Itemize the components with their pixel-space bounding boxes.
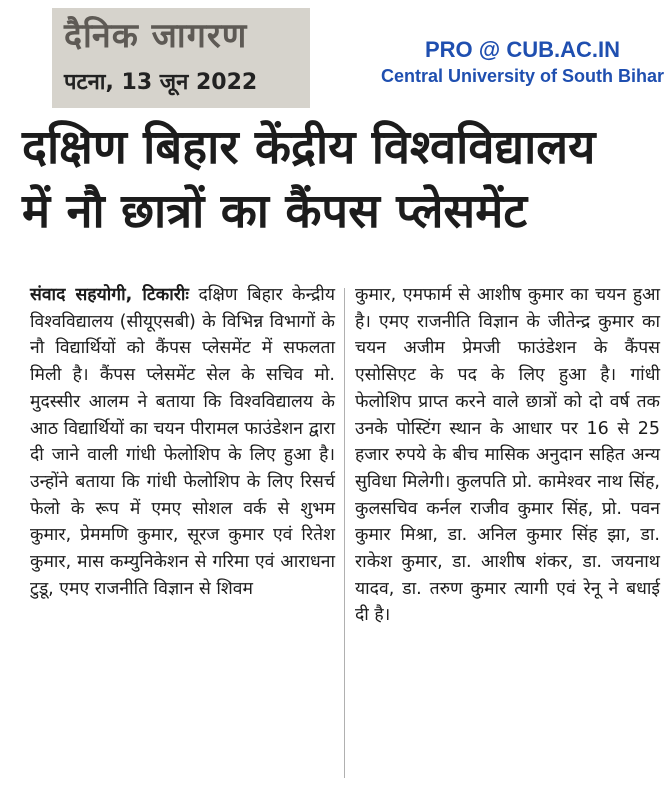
headline-line-2: में नौ छात्रों का कैंपस प्लेसमेंट [22,184,528,239]
headline-line-1: दक्षिण बिहार केंद्रीय विश्वविद्यालय [22,120,596,175]
byline: संवाद सहयोगी, टिकारीः [30,285,189,305]
credit-line-2: Central University of South Bihar [380,66,664,86]
newspaper-masthead [52,8,310,108]
newspaper-logo: दैनिक जागरण [64,16,248,56]
source-credit [381,36,664,88]
dateline: पटना, 13 जून 2022 [64,70,258,95]
credit-line-1: PRO @ CUB.AC.IN [424,37,620,62]
column-2-text: कुमार, एमफार्म से आशीष कुमार का चयन हुआ है। एमए राजनीति विज्ञान के जीतेन्द्र कुमार का चयन अजीम प्रेमजी फाउंडेशन के कैंपस एसोसिएट के पद के लिए हुआ है। गांधी फेलोशिप प्राप्त करने वाले छात्रों को दो वर्ष तक उनके पोस्टिंग स्थान के आधार पर 16 से 25 हजार रुपये के बीच मासिक अनुदान सहित अन्य सुविधा मिलेगी। कुलपति प्रो. कामेश्वर नाथ सिंह, कुलसचिव कर्नल राजीव कुमार सिंह, प्रो. पवन कुमार मिश्रा, डा. अनिल कुमार सिंह झा, डा. राकेश कुमार, डा. आशीष शंकर, डा. जयनाथ यादव, डा. तरुण कुमार त्यागी एवं रेनू ने बधाई दी है। [355,285,660,626]
article-column-1 [30,282,335,602]
column-divider [344,288,345,778]
column-1-text: दक्षिण बिहार केन्द्रीय विश्वविद्यालय (सीयूएसबी) के विभिन्न विभागों के नौ विद्यार्थियों को कैंपस प्लेसमेंट में सफलता मिली है। कैंपस प्लेसमेंट सेल के सचिव मो. मुदस्सीर आलम ने बताया कि विश्वविद्यालय के आठ विद्यार्थियों का चयन पीरामल फाउंडेशन द्वारा दी जाने वाली गांधी फेलोशिप के लिए हुआ है। उन्होंने बताया कि गांधी फेलोशिप के लिए रिसर्च फेलो के रूप में एमए सोशल वर्क से शुभम कुमार, प्रेममणि कुमार, सूरज कुमार एवं रितेश कुमार, मास कम्युनिकेशन से गरिमा एवं आराधना टुडू, एमए राजनीति विज्ञान से शिवम [30,285,335,599]
article-column-2 [355,282,660,629]
article-headline [22,116,662,244]
